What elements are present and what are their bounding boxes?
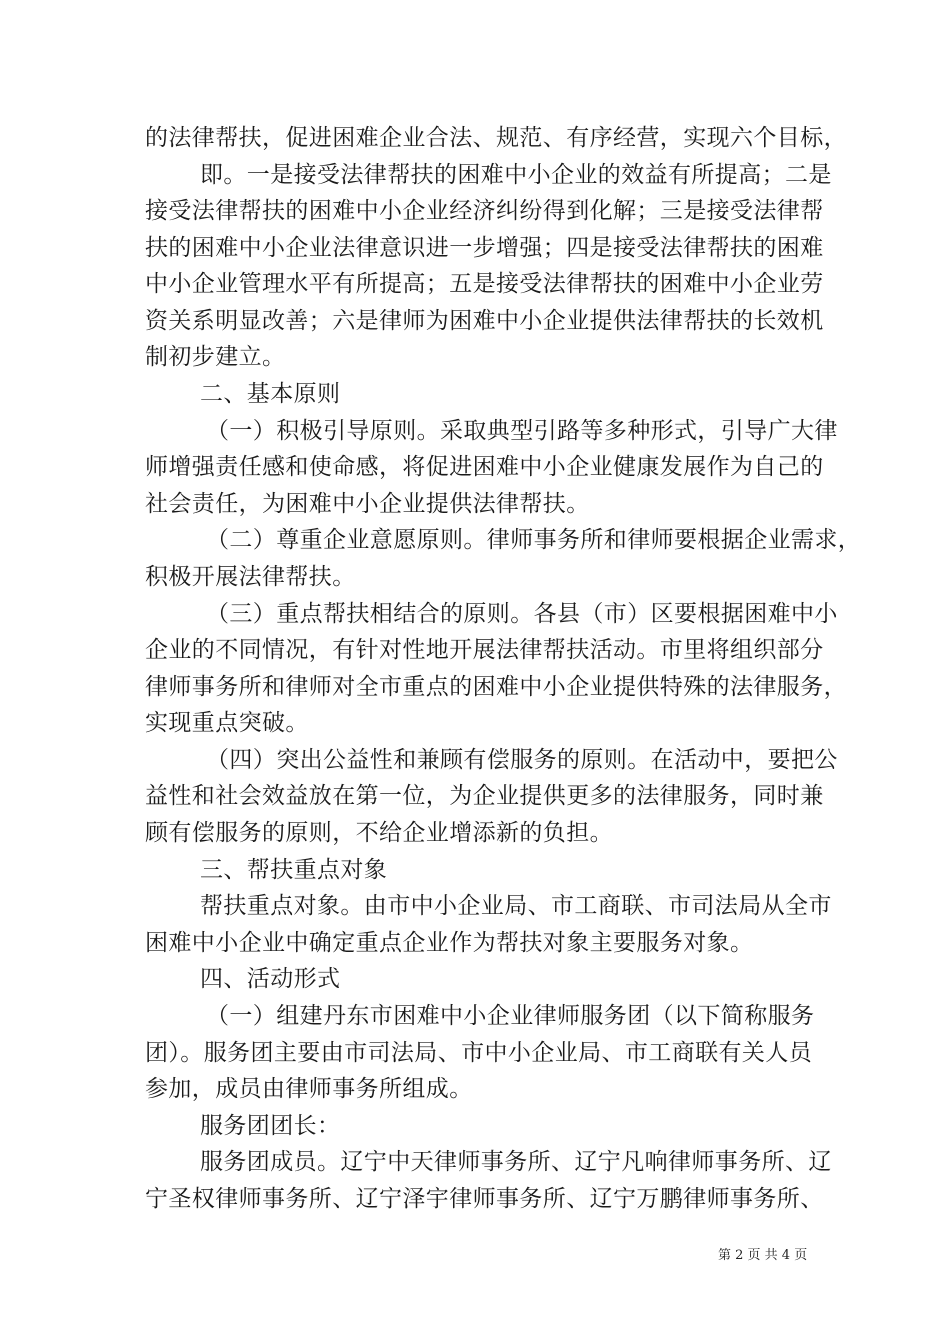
- text-line: 参加，成员由律师事务所组成。: [145, 1076, 473, 1102]
- text-line: 扶的困难中小企业法律意识进一步增强；四是接受法律帮扶的困难: [145, 235, 824, 261]
- text-line: 即。一是接受法律帮扶的困难中小企业的效益有所提高；二是: [200, 162, 832, 188]
- text-line: 实现重点突破。: [145, 710, 309, 736]
- text-line: 的法律帮扶，促进困难企业合法、规范、有序经营，实现六个目标，: [145, 125, 847, 151]
- text-line: 顾有偿服务的原则，不给企业增添新的负担。: [145, 820, 613, 846]
- text-line: 资关系明显改善；六是律师为困难中小企业提供法律帮扶的长效机: [145, 308, 824, 334]
- section-heading: 二、基本原则: [200, 381, 341, 407]
- text-line: 律师事务所和律师对全市重点的困难中小企业提供特殊的法律服务，: [145, 674, 847, 700]
- section-heading: 四、活动形式: [200, 966, 341, 992]
- section-heading: 三、帮扶重点对象: [200, 857, 388, 883]
- text-line: 积极开展法律帮扶。: [145, 564, 356, 590]
- text-line: 师增强责任感和使命感，将促进困难中小企业健康发展作为自己的: [145, 454, 824, 480]
- text-line: 益性和社会效益放在第一位，为企业提供更多的法律服务，同时兼: [145, 783, 824, 809]
- text-line: 制初步建立。: [145, 344, 286, 370]
- text-line: 服务团团长：: [200, 1113, 341, 1139]
- text-line: 企业的不同情况，有针对性地开展法律帮扶活动。市里将组织部分: [145, 637, 824, 663]
- text-line: （一）组建丹东市困难中小企业律师服务团（以下简称服务: [206, 1003, 815, 1029]
- text-line: （三）重点帮扶相结合的原则。各县（市）区要根据困难中小: [206, 601, 838, 627]
- text-line: （二）尊重企业意愿原则。律师事务所和律师要根据企业需求，: [206, 527, 862, 553]
- text-line: 社会责任，为困难中小企业提供法律帮扶。: [145, 491, 590, 517]
- text-line: （一）积极引导原则。采取典型引路等多种形式，引导广大律: [206, 418, 838, 444]
- page-number-footer: 第 2 页 共 4 页: [718, 1248, 808, 1263]
- text-line: 接受法律帮扶的困难中小企业经济纠纷得到化解；三是接受法律帮: [145, 198, 824, 224]
- text-line: 宁圣权律师事务所、辽宁泽宇律师事务所、辽宁万鹏律师事务所、: [145, 1186, 824, 1212]
- text-line: 团）。服务团主要由市司法局、市中小企业局、市工商联有关人员: [145, 1040, 813, 1066]
- text-line: 服务团成员。辽宁中天律师事务所、辽宁凡响律师事务所、辽: [200, 1149, 832, 1175]
- text-line: 困难中小企业中确定重点企业作为帮扶对象主要服务对象。: [145, 930, 754, 956]
- text-line: （四）突出公益性和兼顾有偿服务的原则。在活动中，要把公: [206, 747, 838, 773]
- text-line: 帮扶重点对象。由市中小企业局、市工商联、市司法局从全市: [200, 893, 832, 919]
- text-line: 中小企业管理水平有所提高；五是接受法律帮扶的困难中小企业劳: [145, 271, 824, 297]
